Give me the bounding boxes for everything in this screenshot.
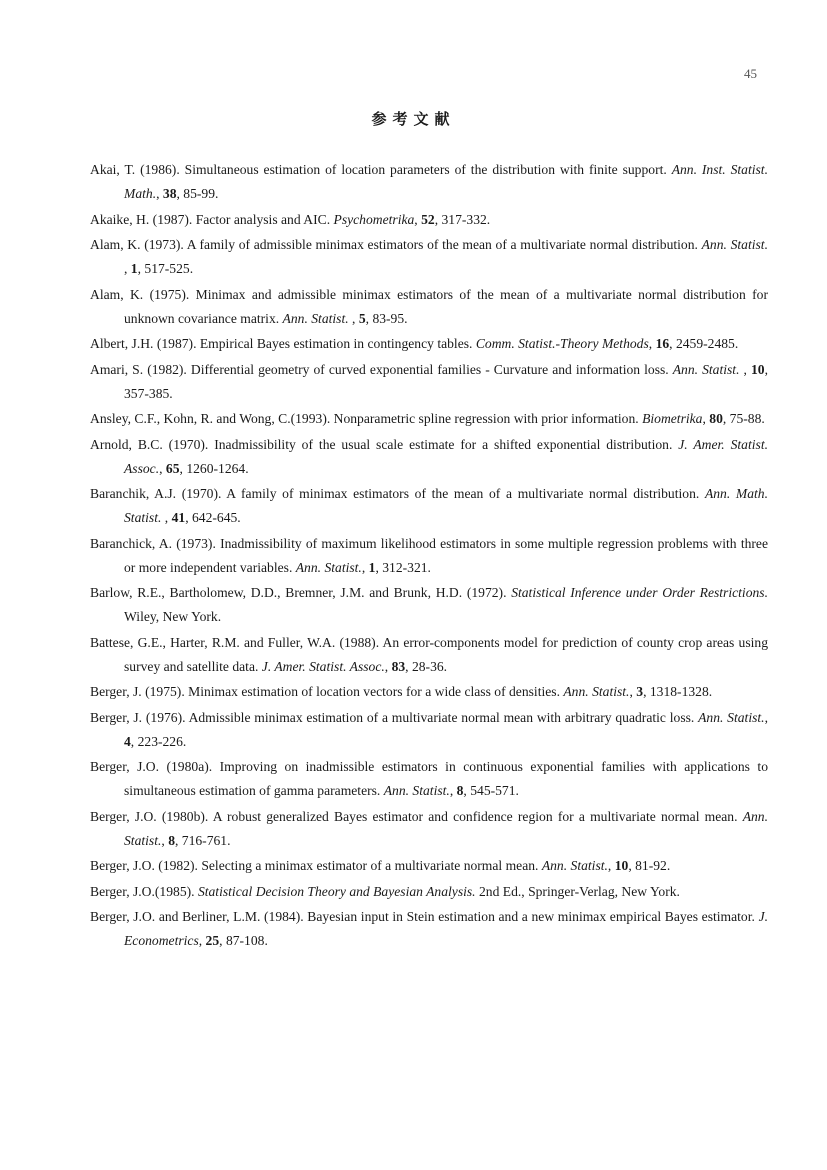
volume: 52 <box>421 211 435 227</box>
journal-name: Ann. Statist. <box>672 361 740 377</box>
reference-item: Berger, J. (1975). Minimax estimation of location vectors for a wide class of densities. Ann. Statist., 3, 1318-1328. <box>90 684 713 699</box>
page-title: 参考文献 <box>371 112 456 128</box>
page-number: 45 <box>744 66 757 81</box>
volume: 8 <box>168 832 175 848</box>
reference-item: Battese, G.E., Harter, R.M. and Fuller, W.A. (1988). An error-components model for prediction of county crop areas using survey and satellite data. J. Amer. Statist. Assoc., 83, 28-36. <box>90 634 768 674</box>
journal-name: Biometrika <box>642 411 703 426</box>
journal-name: Ann. Statist. <box>383 783 450 798</box>
volume: 4 <box>124 733 131 749</box>
volume: 38 <box>162 186 177 201</box>
volume: 16 <box>655 336 670 351</box>
volume: 41 <box>171 510 186 525</box>
reference-item: Berger, J.O.(1985). Statistical Decision Theory and Bayesian Analysis. 2nd Ed., Springer-Verlag, New York. <box>90 883 680 899</box>
reference-item: Alam, K. (1973). A family of admissible minimax estimators of the mean of a multivariate normal distribution. Ann. Statist. , 1, 517-525. <box>90 237 768 276</box>
journal-name: Comm. Statist.-Theory Methods <box>475 336 649 351</box>
book-title: Statistical Decision Theory and Bayesian Analysis. <box>197 883 476 899</box>
reference-item: Berger, J.O. (1980b). A robust generalized Bayes estimator and confidence region for a multivariate normal mean. Ann. Statist., 8, 716-761. <box>90 808 768 848</box>
reference-item: Arnold, B.C. (1970). Inadmissibility of the usual scale estimate for a shifted exponential distribution. J. Amer. Statist. Assoc., 65, 1260-1264. <box>90 436 768 476</box>
reference-list <box>90 158 768 955</box>
reference-item: Berger, J. (1976). Admissible minimax estimation of a multivariate normal mean with arbitrary quadratic loss. Ann. Statist., 4, 223-226. <box>90 709 768 749</box>
journal-name: J. Amer. Statist. Assoc. <box>124 436 768 476</box>
reference-item: Barlow, R.E., Bartholomew, D.D., Bremner, J.M. and Brunk, H.D. (1972). Statistical Inference under Order Restrictions. Wiley, New York. <box>90 585 768 624</box>
book-title: Statistical Inference under Order Restrictions. <box>511 585 768 600</box>
volume: 83 <box>391 658 406 674</box>
journal-name: J. Amer. Statist. Assoc. <box>261 658 385 674</box>
volume: 5 <box>358 310 366 326</box>
reference-item: Baranchick, A. (1973). Inadmissibility of maximum likelihood estimators in some multiple regression problems with three or more independent variables. Ann. Statist., 1, 312-321. <box>90 535 768 575</box>
journal-name: Ann. Math. Statist. <box>124 486 769 525</box>
reference-item: Berger, J.O. (1980a). Improving on inadmissible estimators in continuous exponential families with applications to simultaneous estimation of gamma parameters. Ann. Statist., 8, 545-571. <box>90 759 768 798</box>
journal-name: Ann. Statist. <box>124 808 768 848</box>
volume: 3 <box>636 684 644 699</box>
journal-name: Ann. Statist. <box>282 310 349 326</box>
volume: 8 <box>456 783 464 798</box>
volume: 10 <box>751 361 765 377</box>
volume: 65 <box>165 460 180 476</box>
volume: 1 <box>130 261 138 276</box>
reference-item: Amari, S. (1982). Differential geometry of curved exponential families - Curvature and information loss. Ann. Statist. , 10, 357-385. <box>90 361 768 401</box>
reference-item: Baranchik, A.J. (1970). A family of minimax estimators of the mean of a multivariate normal distribution. Ann. Math. Statist. , 41, 642-645. <box>90 486 769 525</box>
reference-item: Alam, K. (1975). Minimax and admissible minimax estimators of the mean of a multivariate normal distribution for unknown covariance matrix. Ann. Statist. , 5, 83-95. <box>90 286 768 326</box>
journal-name: Ann. Statist. <box>563 684 630 699</box>
journal-name: Ann. Statist. <box>698 709 765 725</box>
reference-item: Akai, T. (1986). Simultaneous estimation of location parameters of the distribution with finite support. Ann. Inst. Statist. Math., 38, 85-99. <box>90 162 768 201</box>
volume: 80 <box>709 411 723 426</box>
reference-item: Ansley, C.F., Kohn, R. and Wong, C.(1993). Nonparametric spline regression with prior information. Biometrika, 80, 75-88. <box>90 411 765 426</box>
journal-name: Ann. Statist. <box>701 237 768 252</box>
volume: 25 <box>205 933 220 948</box>
journal-name: Ann. Statist. <box>541 858 608 873</box>
reference-item: Berger, J.O. (1982). Selecting a minimax estimator of a multivariate normal mean. Ann. Statist., 10, 81-92. <box>90 858 671 873</box>
volume: 1 <box>368 559 376 575</box>
journal-name: Psychometrika <box>333 211 415 227</box>
reference-item: Berger, J.O. and Berliner, L.M. (1984). Bayesian input in Stein estimation and a new minimax empirical Bayes estimator. J. Econometrics, 25, 87-108. <box>90 909 768 948</box>
volume: 10 <box>614 858 629 873</box>
reference-item: Albert, J.H. (1987). Empirical Bayes estimation in contingency tables. Comm. Statist.-Theory Methods, 16, 2459-2485. <box>90 336 739 351</box>
reference-item: Akaike, H. (1987). Factor analysis and AIC. Psychometrika, 52, 317-332. <box>90 211 491 227</box>
journal-name: J. Econometrics <box>124 909 768 948</box>
journal-name: Ann. Statist. <box>295 559 362 575</box>
journal-name: Ann. Inst. Statist. Math. <box>124 162 768 201</box>
